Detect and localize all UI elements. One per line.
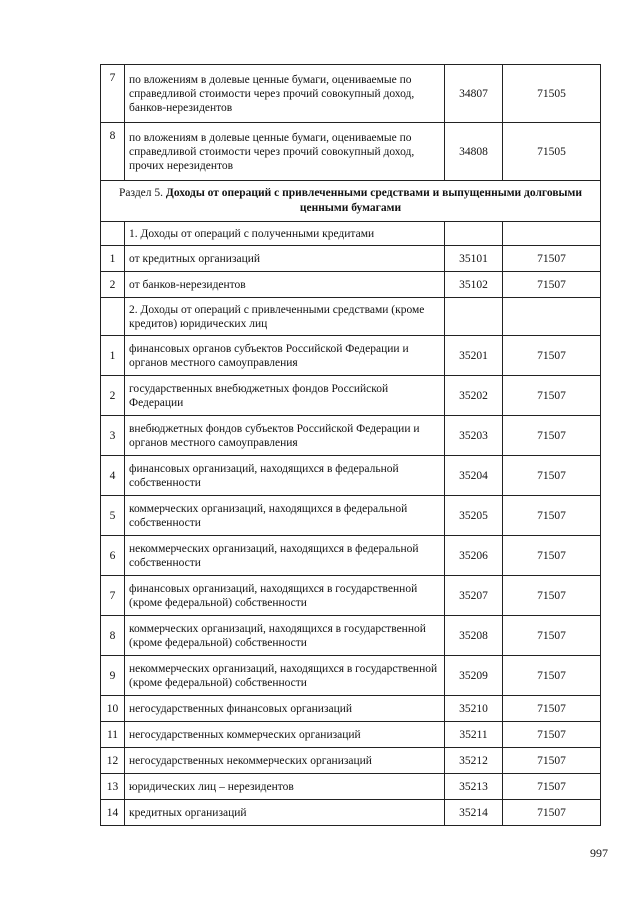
row-symbol: 71507 [503,576,601,616]
section-header-row [101,181,601,222]
row-number: 2 [101,376,125,416]
table-row [101,123,601,181]
subsection-title: 1. Доходы от операций с полученными кредитами [125,222,445,246]
row-code: 35212 [445,748,503,774]
row-text: государственных внебюджетных фондов Российской Федерации [125,376,445,416]
row-number: 6 [101,536,125,576]
row-number: 1 [101,246,125,272]
row-number: 1 [101,336,125,376]
row-symbol: 71507 [503,456,601,496]
row-symbol: 71507 [503,272,601,298]
page-number: 997 [590,846,608,860]
table-row [101,536,601,576]
row-text: коммерческих организаций, находящихся в государственной (кроме федеральной) собственности [125,616,445,656]
row-number: 14 [101,800,125,826]
row-code: 35210 [445,696,503,722]
row-code: 35205 [445,496,503,536]
row-text: по вложениям в долевые ценные бумаги, оцениваемые по справедливой стоимости через прочий совокупный доход, банков-нерезидентов [125,65,445,123]
row-code: 35214 [445,800,503,826]
table-row [101,65,601,123]
row-number: 3 [101,416,125,456]
row-text: по вложениям в долевые ценные бумаги, оцениваемые по справедливой стоимости через прочий совокупный доход, прочих нерезидентов [125,123,445,181]
row-text: от банков-нерезидентов [125,272,445,298]
row-number: 8 [101,123,125,181]
empty-cell [445,222,503,246]
table-row [101,696,601,722]
row-text: финансовых организаций, находящихся в федеральной собственности [125,456,445,496]
row-number: 9 [101,656,125,696]
section-title [101,181,601,222]
table-row [101,576,601,616]
row-code: 35102 [445,272,503,298]
row-symbol: 71507 [503,696,601,722]
row-text: финансовых органов субъектов Российской Федерации и органов местного самоуправления [125,336,445,376]
row-text: от кредитных организаций [125,246,445,272]
row-symbol: 71507 [503,722,601,748]
row-symbol: 71507 [503,774,601,800]
table-row [101,496,601,536]
row-code: 34808 [445,123,503,181]
row-symbol: 71507 [503,800,601,826]
row-symbol: 71507 [503,416,601,456]
table-row [101,774,601,800]
row-code: 34807 [445,65,503,123]
row-code: 35207 [445,576,503,616]
row-code: 35203 [445,416,503,456]
row-code: 35206 [445,536,503,576]
row-text: финансовых организаций, находящихся в государственной (кроме федеральной) собственности [125,576,445,616]
section-title-text: Доходы от операций с привлеченными средствами и выпущенными долговыми ценными бумагами [165,187,582,214]
table-row [101,722,601,748]
row-number: 12 [101,748,125,774]
table-row [101,616,601,656]
accounts-table [100,64,601,826]
table-row [101,656,601,696]
row-symbol: 71505 [503,65,601,123]
row-number: 2 [101,272,125,298]
row-number: 4 [101,456,125,496]
row-number: 13 [101,774,125,800]
row-symbol: 71507 [503,336,601,376]
table-row [101,456,601,496]
row-text: некоммерческих организаций, находящихся в федеральной собственности [125,536,445,576]
row-code: 35211 [445,722,503,748]
row-number: 7 [101,576,125,616]
table-row [101,272,601,298]
subsection-title: 2. Доходы от операций с привлеченными средствами (кроме кредитов) юридических лиц [125,298,445,336]
row-number: 11 [101,722,125,748]
row-text: негосударственных коммерческих организаций [125,722,445,748]
row-number: 10 [101,696,125,722]
empty-cell [101,222,125,246]
table-row [101,748,601,774]
row-code: 35208 [445,616,503,656]
row-text: кредитных организаций [125,800,445,826]
row-code: 35101 [445,246,503,272]
row-number: 5 [101,496,125,536]
row-text: негосударственных финансовых организаций [125,696,445,722]
row-text: внебюджетных фондов субъектов Российской Федерации и органов местного самоуправления [125,416,445,456]
row-symbol: 71507 [503,616,601,656]
row-symbol: 71505 [503,123,601,181]
row-symbol: 71507 [503,536,601,576]
row-code: 35213 [445,774,503,800]
row-number: 7 [101,65,125,123]
empty-cell [503,298,601,336]
row-number: 8 [101,616,125,656]
table-row [101,246,601,272]
row-text: юридических лиц – нерезидентов [125,774,445,800]
row-code: 35202 [445,376,503,416]
row-symbol: 71507 [503,748,601,774]
table-row [101,800,601,826]
row-text: некоммерческих организаций, находящихся в государственной (кроме федеральной) собственности [125,656,445,696]
row-symbol: 71507 [503,656,601,696]
table-row [101,376,601,416]
row-text: негосударственных некоммерческих организаций [125,748,445,774]
empty-cell [445,298,503,336]
section-prefix: Раздел 5. [119,187,166,199]
subsection-row [101,298,601,336]
table-row [101,336,601,376]
row-symbol: 71507 [503,496,601,536]
subsection-row [101,222,601,246]
empty-cell [503,222,601,246]
row-code: 35204 [445,456,503,496]
row-code: 35201 [445,336,503,376]
row-code: 35209 [445,656,503,696]
row-text: коммерческих организаций, находящихся в федеральной собственности [125,496,445,536]
row-symbol: 71507 [503,246,601,272]
empty-cell [101,298,125,336]
table-row [101,416,601,456]
row-symbol: 71507 [503,376,601,416]
